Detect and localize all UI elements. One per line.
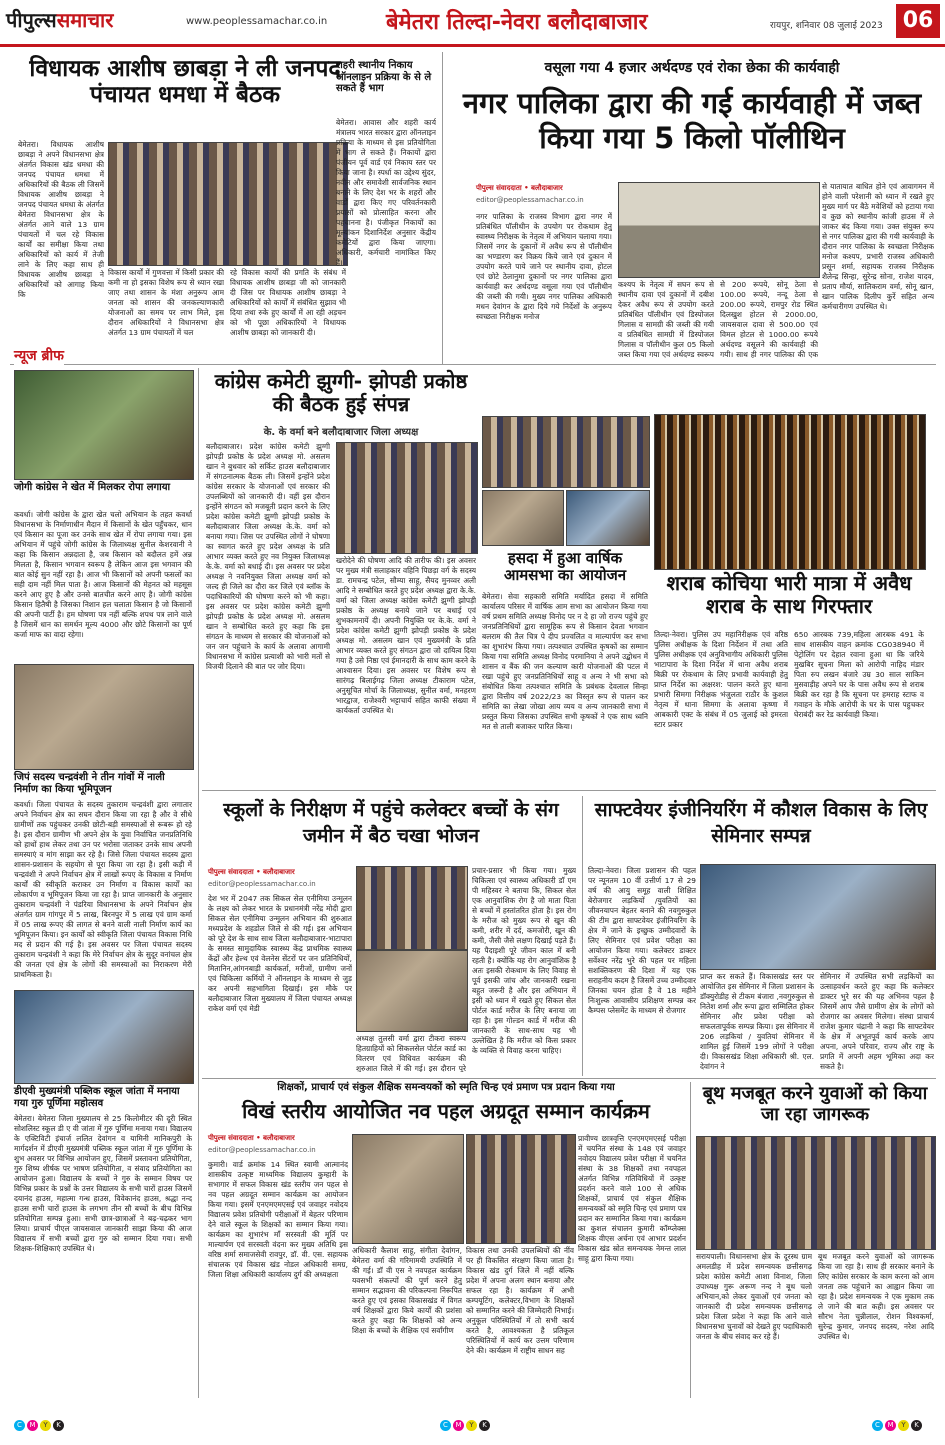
- cmyk-dot-c2: C: [440, 1420, 451, 1431]
- news-brief-photo-2: [14, 664, 194, 770]
- news-brief-3-headline: डीएवी मुख्यमंत्री पब्लिक स्कूल जांता में मनाया गया गुरु पूर्णिमा महोत्सव: [14, 1086, 180, 1109]
- cmyk-dot-k2: K: [479, 1420, 490, 1431]
- column-divider: [442, 52, 443, 364]
- news-brief-2-body: कवर्धा। जिला पंचायत के सदस्य तुकाराम चन्द्रवंशी द्वारा लगातार अपने निर्वाचन क्षेत्र का सघन दौरान किया जा रहा है और वे सीधे ग्रामीणों तक पहुंचकर उनकी छोटी-बड़ी समस्याओं से रूबरू हो रहे है। इस दौरान ग्रामीण भी अपने क्षेत्र के युवा निर्वाचित जनप्रतिनिधि को हाथों हाथ लेकर तथा उन पर भरोसा जताकर उनके साथ अपनी समस्याएं व मांग साझा कर रहे है। जिसे जिला पंचायत सदस्य द्वारा शासन-प्रशासन के सहयोग से पूरा किया जा रहा है। इसी कड़ी में चन्द्रवंशी ने अपने निर्वाचन क्षेत्र में लाखों रूपए के विकास व निर्माण कार्यों की स्वीकृति कराकर उन निर्माण व विकास कार्यों का लोकार्पण व भूमिपूजन किया जा रहा है। प्राप्त जानकारी के अनुसार तुकाराम चन्द्रवंशी ने पंडरिया विधानसभा के अपने निर्वाचन क्षेत्र अंतर्गत ग्राम गांगपुर में 5 लाख, बिरनपुर में 5 लाख एवं ग्राम कर्मा में 05 लाख रूपए की लागत से बनने वाली नाली निर्माण कार्य का भूमिपूजन किया। इन कार्यों को स्वीकृति जिला पंचायत विकास निधि मद से प्रदान की गई है। इस अवसर पर जिला पंचायत सदस्य तुकाराम चन्द्रवंशी ने कहा कि मेरे निर्वाचन क्षेत्र के सुदूर वनांचल क्षेत्र की जनता एवं क्षेत्र के लोगों की समस्याओं का निराकरण मेरी प्राथमिकता है।: [14, 800, 192, 979]
- story9-byline: पीपुल्स संवाददाता • बलौदाबाजार: [208, 1134, 295, 1142]
- story8-body-c: सेमिनार में उपस्थित सभी लड़कियों का उत्साहवर्धन करते हुए कहा कि कलेक्टर डाक्टर भुरे सर की यह अभिनव पहल है जिसमें आप जैसे ग्रामीण क्षेत्र के लोगों को रोजगार का अवसर मिलेगा। संस्था प्राचार्य राजेश कुमार चंद्रानी ने कहा कि साफ्टवेयर के क्षेत्र में अभूतपूर्व कार्य करके आप अपना, अपने परिवार, राज्य और राष्ट्र के प्रगति में अपनी अहम भूमिका अदा कर सकते है।: [820, 972, 934, 1071]
- story3-body-a: नगर पालिका के राजस्व विभाग द्वारा नगर में प्रतिबंधित पॉलीथीन के उपयोग पर रोकथाम हेतु स्वास्थ्य निरीक्षक के नेतृत्व में अभियान चलाया गया। जिसमें नगर के दुकानों में अवैध रूप से पॉलीथीन का भण्डारण कर विक्रय किये जाने एवं दुकान में उपयोग करते पाये जाने पर स्थानीय दावा, होटल एवं छोटे ठेलानुमा दुकानों पर नगर पालिका द्वारा कार्यवाही कर अर्थदण्ड वसूला गया एवं पॉलीथीन की जब्ती की गयी। मुख्य नगर पालिका अधिकारी मधन देवांगन के द्वारा दिये गये निर्देशों के अनुरूप स्वच्छता निरीक्षक मनोज: [476, 212, 612, 321]
- news-brief-photo-1: [14, 370, 194, 480]
- story7-email: editor@peoplessamachar.co.in: [208, 880, 316, 888]
- edition-cities: बेमेतरा तिल्दा-नेवरा बलौदाबाजार: [386, 10, 648, 35]
- story9-kicker: शिक्षकों, प्राचार्य एवं संकुल शैक्षिक समन्वयकों को स्मृति चिन्ह एवं प्रमाण पत्र प्रदान किया गया: [277, 1082, 615, 1093]
- horizontal-rule-3: [202, 1078, 936, 1079]
- story4-body-a: बलौदाबाजार। प्रदेश कांग्रेस कमेटी झुग्गी झोपड़ी प्रकोष्ठ के प्रदेश अध्यक्ष मो. असलम खान ने बुधवार को सर्किट हाउस बलौदाबाजार में संगठनात्मक बैठक ली। जिसमें इन्होंने प्रदेश कांग्रेस सरकार के योजनाओं एवं सरकार की उपलब्धियों को जानकारी दी। वहीं इस दौरान इन्होंने संगठन को मजबूती प्रदान करने के लिए प्रदेश कांग्रेस कमेटी झुग्गी झोपड़ी प्रकोष्ठ के बलौदाबाजार जिला अध्यक्ष के.के. वर्मा को बनाया गया। जिस पर उपस्थित लोगों ने घोषणा का स्वागत करते हुए प्रदेश अध्यक्ष के प्रति आभार व्यक्त करते हुए नव नियुक्त जिलाध्यक्ष के.के. वर्मा को बधाई दी। इस अवसर पर प्रदेश अध्यक्ष ने नवनियुक्त जिला अध्यक्ष वर्मा को जल्द ही जिले का दौरा कर जिले एवं ब्लॉक के पदाधिकारियों की घोषणा करने को भी कहा। इस अवसर पर प्रदेश कांग्रेस कमेटी झुग्गी झोपड़ी प्रकोष्ठ के प्रदेश अध्यक्ष मो. असलम खान ने सम्बोधित करते हुए कहा कि इस संगठन के माध्यम से सरकार की योजनाओं को जन जन पहुंचाने के कार्य के अलावा आगामी विधानसभा में कांग्रेस प्रत्याशी को भारी मतों से विजयी दिलाने की बात पर जोर दिया।: [206, 442, 330, 671]
- story3-photo: [618, 182, 820, 278]
- story7-body-c: प्रचार-प्रसार भी किया गया। मुख्य चिकित्सा एवं स्वास्थ्य अधिकारी डॉ एम पी महिस्वर ने बताया कि, सिकल सेल एक आनुवांशिक रोग है जो माता पिता से बच्चों में हस्तांतरित होता है। इस रोग के मरीज को मुख्य रूप से खून की कमी, शरीर में दर्द, कमजोरी, खून की कमी, जैसी जैसे लक्षण दिखाई पड़ते हैं। यह पैदाइशी पूरे जीवन काल में बनी रहती है। क्योंकि यह रोग आनुवांशिक है अतः इसकी रोकथाम के लिए विवाह से पूर्व इसकी जांच और जानकारी रखना बहुत जरूरी है और इस अभियान में इसी को ध्यान में रखते हुए सिकल सेल पोर्टल कार्ड मरीज के लिए बनाया जा रहा है। इस गोल्डन कार्ड में मरीज की जानकारी के साथ-साथ यह भी उल्लेखित है कि मरीज को किस प्रकार के व्यक्ति से विवाह करना चाहिए।: [472, 866, 576, 1055]
- story3-body-b: कश्यप के नेतृत्व में सघन रूप से स्थानीय दावा एवं दुकानों में दबीश देकर अवैध रूप से उपयोग करते प्रतिबंधित पॉलीथीन एवं डिस्पोजल गिलास व सामग्री की जब्ती की गयी व प्रतिबंधित सामग्री में डिस्पोजल गिलास व पॉलीथीन कुल 05 किलो जब्त किया गया एवं अर्थदण्ड स्वरूप: [618, 280, 714, 358]
- cmyk-marks-left: [14, 1412, 66, 1431]
- news-brief-photo-3: [14, 990, 194, 1084]
- horizontal-rule: [10, 364, 936, 365]
- story1-headline: विधायक आशीष छाबड़ा ने ली जनपद पंचायत धमधा में बैठक: [29, 56, 341, 109]
- story1-body-b: विकास कार्यों में गुणवत्ता में किसी प्रकार की कमी ना हो इसका विशेष रूप से ध्यान रखा जाए तथा शासन के मंशा अनुरूप आम जनता को शासन की जनकल्याणकारी योजनाओं का समय पर लाभ मिले, इस दौरान अधिकारियों ने विधानसभा क्षेत्र अंतर्गत 13 ग्राम पंचायतों में चल: [108, 268, 224, 337]
- newspaper-logo: [6, 6, 113, 33]
- story3-body-d: से यातायात बाधित होने एवं आवागमन में होने वाली परेशानी को ध्यान में रखते हुए मुख्य मार्ग पर बैठे मवेशियों को हटाया गया व कुछ को स्थानीय कांजी हाउस में ले जाकर बंद किया गया। उक्त संयुक्त रूप से नगर पालिका द्वारा की गयी कार्यवाही के दौरान नगर पालिका के स्वच्छता निरीक्षक मनोज कश्यप, प्रभारी राजस्व अधिकारी प्रसून शर्मा, सहायक राजस्व निरीक्षक शैलेन्द्र सिन्हा, सुरेन्द्र सोना, राजेश यादव, प्रताप मौर्या, सालिकराम वर्मा, सोनू खान, खान पालिक दिलीप कुर्रे सहित अन्य कर्मचारीगण उपस्थित थे।: [822, 182, 934, 311]
- story3-byline: पीपुल्स संवाददाता • बलौदाबाजार: [476, 184, 563, 192]
- story6-body-b: 650 आरबक 739,महिला आरबक 491 के साथ शासकीय वाहन क्रमांक CG038940 में पेट्रोलिंग पर देहात रवाना हुआ था कि जरिये मुखबिर सूचना मिला को आरोपी नाहिद मंडार पिता रुप लखन बंजारे उम्र 30 साल साकिन मुसवाड़ीह अपने घर के पास अवैध रूप से शराब बिक्री कर रहा है कि सूचना पर हमराह स्टाफ व गवाहन के मौके आरोपी के घर के पास पहुचकर घेराबंदी कर रेड कार्यवाही किया।: [794, 630, 924, 719]
- cmyk-marks-center: [440, 1412, 492, 1431]
- story6-body-a: तिल्दा-नेवरा। पुलिस उप महानिरीक्षक एवं वरिष्ठ पुलिस अधीक्षक के दिशा निर्देशन में तथा अति पुलिस अधीक्षक एवं अनुविभागीय अधिकारी पुलिस भाटापारा के दिशा निर्देश में थाना अवैध शराब बिक्री पर रोकथाम के लिए प्रभावी कार्यवाही हेतु प्राप्त निर्देश का अक्षरश: पालन करते हुए थाना प्रभारी सिमगा निरीक्षक भंजुलता राठौर के कुशल नेतृत्व में थाना सिमगा के अलावा कृष्णा में आबकारी एक्ट के संबंध में 05 जुलाई को इमरता स्टार प्रकार: [654, 630, 788, 729]
- story3-kicker: वसूला गया 4 हजार अर्थदण्ड एवं रोका छेका की कार्यवाही: [544, 60, 840, 76]
- logo-left: पीपुल्स: [6, 8, 57, 32]
- cmyk-dot-c: C: [14, 1420, 25, 1431]
- story4-headline: कांग्रेस कमेटी झुग्गी- झोपडी प्रकोष्ठ की बैठक हुई संपन्न: [214, 369, 468, 416]
- story10-headline: बूथ मजबूत करने युवाओं को किया जा रहा जागरूक: [702, 1083, 928, 1125]
- story5-body: बेमेतरा। सेवा सहकारी समिति मर्यादित हसदा में समिति कार्यालय परिसर में वार्षिक आम सभा का आयोजन किया गया वर्ष प्रथम समिति अध्यक्ष विनोद पर न दे हा जो राज्य पहुंचे हुए जनप्रतिनिधियों द्वारा सामूहिक रूप से किसान देवता भगवान बलराम की तैल चित्र पे दीप प्रज्वलित व माल्यार्पण कर सभा का शुभारंभ किया गया। तत्पश्चात उपस्थित कृषकों का सम्मान किया गया समिति अध्यक्ष विनोद परमानिया ने अपने उद्बोधन में शासन व बैंक की जन कल्याण कारी योजनाओं की पटल में रखा पहुंचे हुए जनप्रतिनिधियों साहू व अन्य ने भी सभा को संबोधित किया तत्पश्चात समिति के प्रबंधक देवलाल सिन्हा द्वारा वित्तीय वर्ष 2022/23 का विस्तृत रूप से पालन कर समिति का लेखा जोखा आय व्यय व अन्य जानकारी सभा में प्रस्तुत किया जिसका उपस्थित सभी कृषकों ने एक साथ ध्वनि मत से ताली बजाकर पारित किया।: [482, 592, 648, 731]
- story9-body-b: अधिकारी कैलाश साहू, संगीता देवांगन, बेमेतरा वर्मा की गरिमामयी उपस्थिति में की गई। डॉ वी एस ने नवपहल कार्यक्रम यवसभी संकल्पों की पूर्ण करने हेतु सम्मान सद्भावना की परिकल्पना निरूपित करते हुए एवं इसका विकासखंड में विगत वर्ष शिक्षकों द्वारा किये कार्यों की प्रशंसा करते हुए कहा कि शिक्षकों को अन्य शिक्षा के बच्चों के शैक्षिक एवं सर्वांगीण: [352, 1246, 462, 1335]
- story3-body-c: से 200 रूपये, सोनू ठेला से 100.00 रूपये, नन्दू ठेला से 200.00 रूपये, रामपुर रोड स्थित दिलखुश होटल से 2000.00, जायसवाल दावा से 500.00 एवं विमल होटल से 1000.00 रूपये अर्थदण्ड वसूलने की कार्यवाही की गयी। साथ ही नगर पालिका की एक: [720, 280, 818, 358]
- story1-body-a: बेमेतरा। विधायक आशीष छाबड़ा ने अपने विधानसभा क्षेत्र अंतर्गत विकास खंड धमधा की जनपद पंचायत धमधा में अधिकारियों की बैठक ली जिसमें विधायक आशीष छाबड़ा ने जनपद पंचायत धमधा के अंतर्गत बेमेतरा विधानसभा क्षेत्र के अंतर्गत आने वाले 13 ग्राम पंचायतों में चल रहे विकास कार्यों का समीक्षा किया तथा अधिकारियों को कार्य में तेजी लाने के लिए कहा साथ ही विधायक आशीष छाबड़ा ने अधिकारियों को आगाह किया कि: [18, 140, 104, 299]
- story3-headline: नगर पालिका द्वारा की गई कार्यवाही में जब्त किया गया 5 किलो पॉलीथिन: [462, 86, 922, 155]
- story10-photo: [696, 1136, 936, 1250]
- story7-byline: पीपुल्स संवाददाता • बलौदाबाजार: [208, 868, 295, 876]
- cmyk-marks-right: [872, 1412, 924, 1431]
- story8-body-a: तिल्दा-नेवरा। जिला प्रशासन की पहल पर न्यूनतम 10 वीं उत्तीर्ण 17 से 29 वर्ष की आयु समूह वाली शिक्षित बेरोजगार लड़कियों /युवतियों का जीवनयापन बेहतर बनाने की नवगुरुकुल की टीम द्वारा साफ्टवेयर इंजीनियरिंग के क्षेत्र में जाने के इच्छुक उम्मीदवारों के लिए सेमिनार एवं प्रवेश परीक्षा का आयोजन किया गया। कलेक्टर डाक्टर सर्वेश्वर नरेंद्र भुरे की पहल पर महिला सशक्तिकरण की दिशा में यह एक सराहनीय कदम है जिसमें उच्च उम्मीदवार जिनका चयन होता है वे 18 महीने निःशुल्क आवासीय प्रशिक्षण सम्पन्न कर कैम्पस प्लेसमेंट के माध्यम से रोजगार: [588, 866, 696, 1015]
- news-brief-label: न्यूज ब्रीफ: [14, 348, 64, 364]
- horizontal-rule-2: [202, 790, 936, 791]
- logo-right: समाचार: [56, 8, 114, 32]
- story10-body-a: सरायपाली। विधानसभा क्षेत्र के दूरस्थ ग्राम अमलडीह में प्रदेश समन्वयक छत्तीसगढ़ प्रदेश कांग्रेस कमेटी आशा विनाश, जिला उपाध्यक्ष गुरू अरूण नन्द ने बूथ चलो अभियान,को लेकर युवाओं एवं जनता को जानकारी दी प्रदेश समन्वयक छत्तीसगढ़ प्रदेश जिला प्रदेश ने कहा कि आने वाले विधानसभा चुनावों को देखते हुए पदाधिकारी जनता के बीच संवाद कर रहे हैं।: [696, 1252, 812, 1341]
- story8-photo: [700, 864, 936, 970]
- story7-body-b: अध्यक्ष तुलसी वर्मा द्वारा टीकरा स्वरूप हितग्राहियों को सिकलसेल पोर्टल कार्ड का वितरण एवं विधिवत कार्यक्रम की शुरुआत जिले में की गई। इस दौरान पूरे: [356, 1034, 466, 1072]
- story9-photo-1: [352, 1134, 464, 1244]
- story3-email: editor@peoplessamachar.co.in: [476, 196, 584, 204]
- website-url: www.peoplessamachar.co.in: [186, 16, 328, 27]
- story9-photo-2: [466, 1134, 576, 1244]
- cmyk-dot-y3: Y: [898, 1420, 909, 1431]
- story5-photo-1: [482, 416, 650, 488]
- story1-body-c: रहे विकास कार्यों की प्रगति के संबंध में विधायक आशीष छाबड़ा जी को जानकारी दी जिस पर विधायक आशीष छाबड़ा ने अधिकारियों को कार्यों में संबंधित सुझाव भी दिया तथा रुके हुए कार्यों में आ रही अड़चन को भी पूछा अधिकारियों ने विधायक आशीष छाबड़ा को जानकारी दी।: [230, 268, 346, 337]
- column-divider-left: [198, 368, 199, 1398]
- story9-body-d: प्रावीण्य छात्रवृत्ति एनएमएमएसई परीक्षा में चयनित संस्था के 148 एवं जवाहर नवोदय विद्यालय प्रवेश परीक्षा में चयनित संस्था के 38 शिक्षकों तथा नवपहल अंतर्गत विभिन्न गतिविधियों में उत्कृष्ट प्रदर्शन करने वाले 100 से अधिक शिक्षकों, प्राचार्य एवं संकुल शैक्षिक समन्वयकों को स्मृति चिन्ह एवं प्रमाण पत्र प्रदान कर सम्मानित किया गया। कार्यक्रम का कुशल संचालन कुमारी कॉम्प्लेक्स शिक्षक वीएस अर्चना एवं आभार प्रदर्शन विकास खंड स्रोत समन्वयक नेमन्त लाल साहू द्वारा किया गया।: [578, 1134, 686, 1263]
- cmyk-dot-c3: C: [872, 1420, 883, 1431]
- story10-body-b: बूथ मजबूत करने युवाओं को जागरूक किया जा रहा है। साथ ही सरकार बनाने के लिए कांग्रेस सरकार के काम करना को आम जनता तक पहुंचाने का आह्वान किया जा रहा है। प्रदेश समन्वयक ने एक मुकाम तक ले जाने की बात कही। इस अवसर पर सौरभ नेता चुन्नीलाल, रोशन विश्वकर्मा, सुरेन्द्र कुमार, जनपद सदस्य, नरेश आदि उपस्थित थे।: [818, 1252, 934, 1341]
- story5-photo-2: [482, 490, 564, 546]
- news-brief-2-headline: जिपं सदस्य चन्द्रवंशी ने तीन गांवों में नाली निर्माण का किया भूमिपूजन: [14, 772, 165, 795]
- cmyk-dot-k: K: [53, 1420, 64, 1431]
- cmyk-dot-k3: K: [911, 1420, 922, 1431]
- cmyk-dot-m: M: [27, 1420, 38, 1431]
- column-divider-2: [582, 796, 583, 1076]
- page-number: 06: [896, 4, 940, 38]
- story9-headline: विखं स्तरीय आयोजित नव पहल अग्रदूत सम्मान कार्यक्रम: [242, 1099, 650, 1123]
- story4-subheadline: के. के वर्मा बने बलौदाबाजार जिला अध्यक्ष: [263, 427, 419, 438]
- story4-body-b: खरोदेने की घोषणा आदि की तारीफ की। इस अवसर पर मुख्य मंत्री सलाहकार वहिनि पिछड़ा वर्ग के सदस्य डा. रामचन्द्र पटेल, सौम्या साहू, सैयद मुनव्वर अली आदि ने सम्बोधित करते हुए प्रदेश अध्यक्ष द्वारा के.के. वर्मा को जिला अध्यक्ष कांग्रेस कमेटी झुग्गी झोपड़ी प्रकोष्ठ के अध्यक्ष बनाये जाने पर बधाई एवं शुभकामनायें दी। अपनी नियुक्ति पर के.के. वर्मा ने प्रदेश कांग्रेस कमेटी झुग्गी झोपड़ी प्रकोष्ठ के प्रदेश अध्यक्ष मो. असलम खान एवं मुख्यमंत्री के प्रति आभार व्यक्त करते हुए संगठन द्वारा जो दायित्व दिया गया है उसे निष्ठा एवं ईमानदारी के साथ काम करने के आश्वासन दिया। इस अवसर पर विशेष रूप से सारंगढ़ बिलाईगढ़ जिला अध्यक्ष टीकाराम पटेल, अनुसूचित मोर्चा के जिलाध्यक्ष, सुनील वर्मा, मनहरण भारद्वाज, राजेश्वरी भट्टाचार्य सहित काफी संख्या में कार्यकर्ता उपस्थित थे।: [336, 556, 476, 715]
- news-brief-1-headline: जोगी कांग्रेस ने खेत में मिलकर रोपा लगाया: [14, 482, 171, 493]
- story7-body-a: देश भर में 2047 तक सिकल सेल एनीमिया उन्मूलन के लक्ष्य को लेकर भारत के प्रधानमंत्री नरेंद्र मोदी द्वारा सिकल सेल एनीमिया उन्मूलन अभियान की शुरुआत मध्यप्रदेश के शहडोल जिले से की गई। इस अभियान को पूरे देश के साथ साथ जिला बलौदाबाजार-भाटापारा के समस्त सामुदायिक स्वास्थ्य केंद्र प्राथमिक स्वास्थ्य केंद्रों और हेल्थ एवं वेलनेस सेंटरों पर जन प्रतिनिधियों, मितानिन,आंगनबाड़ी कार्यकर्ता, मरीजों, ग्रामीण जनों एवं चिकित्सा कर्मियों ने ऑनलाइन के माध्यम से जुड़ कर अपनी सहभागिता दिखाई। इस मौके पर बलौदाबाजार जिला मुख्यालय में जिला पंचायत अध्यक्ष राकेश वर्मा एवं मेडी: [208, 894, 352, 1013]
- story9-body-a: कुमारी। वार्ड क्रमांक 14 स्थित स्वामी आत्मानंद शासकीय उत्कृष्ट माध्यमिक विद्यालय कुम्हारी के सभागार में सफल विकास खंड स्तरीय जन पहल से नव पहल अग्रदूत सम्मान कार्यक्रम का आयोजन किया गया। इसमें एनएमएमएसई एवं जवाहर नवोदय विद्यालय प्रवेश प्रतियोगी परीक्षाओं में बेहतर परिणाम देने वाले स्कूल के शिक्षकों का सम्मान किया गया। कार्यक्रम का शुभारंभ माँ सरस्वती की मूर्ति पर माल्यार्पण एवं सरस्वती वंदना कर मुख्य अतिथि इस वरिष्ठ शर्मा समाजसेवी रावपुर, डॉ. वी. एस. सहायक संचालक एवं विकास खंड नोडल अधिकारी समग्र, जिला शिक्षा अधिकारी कार्यालय दुर्ग की अध्यक्षता: [208, 1160, 348, 1279]
- story2-headline: शहरी स्थानीय निकाय ऑनलाइन प्रक्रिया के से ले सकते हैं भाग: [336, 60, 432, 94]
- story9-email: editor@peoplessamachar.co.in: [208, 1146, 316, 1154]
- story5-photo-3: [566, 490, 650, 546]
- story7-photo-2: [356, 950, 468, 1032]
- cmyk-dot-m3: M: [885, 1420, 896, 1431]
- story8-body-b: प्राप्त कर सकते हैं। विकासखंड स्तर पर आयोजित इस सेमिनार में जिला प्रशासन के डॉक्युरोडीह से टीकम बंजारा ,नवगुरुकुल से नितेश शर्मा और रूपा द्वारा सम्मिलित होकर सेमिनार और प्रवेश परीक्षा को सफलतापूर्वक सम्पन्न किया। इस सेमिनार में 206 लड़कियां / युवतियां सेमिनार में शामिल हुई जिसमें 199 लोगों ने परीक्षा दी। विकासखंड शिक्षा अधिकारी श्री. एल. देवांगन ने: [700, 972, 814, 1071]
- cmyk-dot-m2: M: [453, 1420, 464, 1431]
- story7-photo-1: [356, 866, 468, 950]
- story6-headline: शराब कोचिया भारी मात्रा में अवैध शराब के साथ गिरफ्तार: [666, 571, 912, 618]
- story1-photo: [108, 142, 348, 266]
- story9-body-c: विकास तथा उनकी उपलब्धियों की नींव पर ही विकसित संरक्षण किया जाता है। विकास खंड दुर्ग जिले में नहीं बल्कि प्रदेश में अपना अलग स्थान बनाया और सफल रहा है। कार्यक्रम में अभी कम्पयूटिंग, कलेक्टर,विभाग के शिक्षकों को सम्मानित करने की जिम्मेदारी निभाई। अनुकूल परिस्थितियों में तो सभी कार्य करते है, आवश्यकता है प्रतिकूल परिस्थितियों में कार्य कर उत्तम परिणाम देने की। कार्यक्रम में राष्ट्रीय साधन सह: [466, 1246, 574, 1355]
- news-brief-1-body: कवर्धा। जोगी कांग्रेस के द्वारा खेत चलो अभियान के तहत कवर्धा विधानसभा के निर्माणाधीन मैदान में किसानों के खेत पहुँचकर, धान एवं किसान का पूजा कर उनके साथ खेत में रोपा लगाया गया। इस अभियान में पहुंचे जोगी कांग्रेस के जिलाध्यक्ष सुनील केशरवानी ने कहा कि किसान अन्नदाता है, जब किसान को बदौलत हमें अन्न मिलता है, किसान भगवान स्वरूप है लेकिन आज इस भगवान की बात कोई सुन नहीं रहा है। आज भी किसानों को अपनी फसलों का सही दाम नहीं मिल पाता है। आज किसानों की मेहनत को महसूस करने आए हुए है और उनसे बातचीत करने आए है। जोगी कांग्रेस किसान हितैषी है जिसका निशान हल चलाता किसान है जो किसानों की अपनी पार्टी है। हम घोषणा पत्र नहीं बल्कि शपथ पत्र लाने वाले है जिसमें धान का समर्थन मूल्य 4000 और छोटे किसानों का पूर्ण कर्जा माफ का वादा रहेगा।: [14, 510, 192, 639]
- cmyk-dot-y: Y: [40, 1420, 51, 1431]
- story4-photo: [336, 442, 478, 554]
- dateline: रायपुर, शनिवार 08 जुलाई 2023: [770, 21, 883, 31]
- story7-headline: स्कूलों के निरीक्षण में पहुंचे कलेक्टर बच्चों के संग जमीन में बैठ चखा भोजन: [223, 799, 559, 847]
- story6-photo: [654, 414, 926, 570]
- column-divider-3: [690, 1082, 691, 1398]
- news-brief-3-body: बेमेतरा। बेमेतरा जिला मुख्यालय से 25 किलोमीटर की दूरी स्थित सोशलिस्ट स्कूल डी ए वी जांता में गुरु पूर्णिमा मनाया गया। विद्यालय के एक्टिविटी इंचार्ज ललित देवांगन व यामिनी मानिकपुरी के मार्गदर्शन में डीएवी मुख्यमंत्री पब्लिक स्कूल जांता में गुरु पूर्णिमा के शुभ अवसर पर विभिन्न आयोजन हुए, जिसमें प्रस्तावना प्रतियोगिता, गुरु शिष्य शीर्षक पर भाषण प्रतियोगिता, व संवाद प्रतियोगिता का आयोजन हुआ। विद्यालय के बच्चों ने गुरु के सम्मान विषय पर विभिन्न प्रकार के प्रश्नों के उत्तर विद्यालय के सभी चारों हाउस जिसमें दयानंद हाउस, महात्मा गन्ध हाउस, विवेकानंद हाउस, श्रद्धा नन्द हाउस सभी चारों हाउस के लगभग तीन सौ बच्चों के बीच विभिन्न प्रतियोगिता सम्पन्न हुआ। सभी छात्र-छात्राओं ने बढ़-चढ़कर भाग लिया। प्राचार्य पीएल जायसवाल जानकारी साझा किया की आज विद्यालय में सभी बच्चों द्वारा गुरु को सम्मान दिया गया। सभी शिक्षक-शिक्षिकाएं उपस्थित थे।: [14, 1114, 192, 1253]
- story8-headline: साफ्टवेयर इंजीनियरिंग में कौशल विकास के लिए सेमिनार सम्पन्न: [594, 799, 928, 847]
- cmyk-dot-y2: Y: [466, 1420, 477, 1431]
- story5-headline-display: हसदा में हुआ वार्षिक आमसभा का आयोजन: [503, 549, 627, 585]
- story2-body: बेमेतरा। आवास और शहरी कार्य मंत्रालय भारत सरकार द्वारा ऑनलाइन प्रक्रिया के माध्यम से इस प्रतियोगिता में भाग ले सकते हैं। निकायों द्वारा पंजीयन पूर्व वार्ड एवं निकाय स्तर पर किया जाना है। स्पर्धा का उद्देश्य सुंदर, नवीन और समावेशी सार्वजनिक स्थान बनाने के लिए देश भर के शहरों और वार्डों द्वारा किए गए परिवर्तनकारी प्रयासों को प्रोत्साहित करना और पहचानना है। पंजीकृत निकायों का मूल्यांकन दिशानिर्देश अनुसार केंद्रीय कमेटियों द्वारा किया जाएगा। अधिकारी, कर्मचारी नामांकित किए हैं।: [336, 118, 436, 267]
